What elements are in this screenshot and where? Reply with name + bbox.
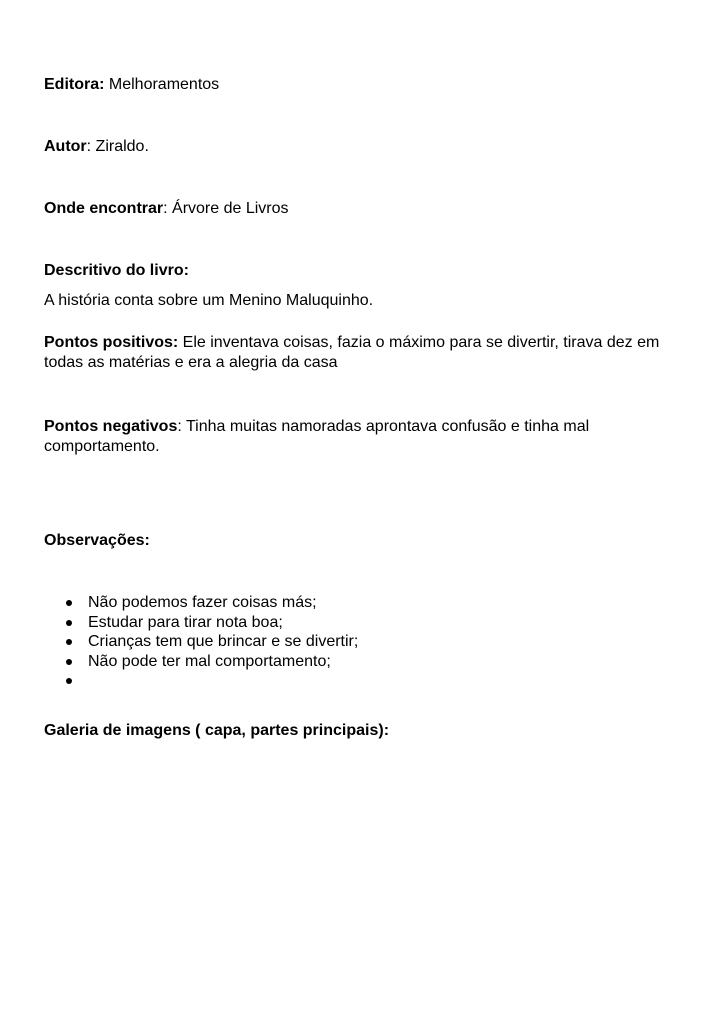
author-value: : Ziraldo. xyxy=(86,138,149,155)
list-item: Crianças tem que brincar e se divertir; xyxy=(62,632,358,652)
list-item xyxy=(62,671,358,691)
description-heading: Descritivo do livro: xyxy=(44,262,189,279)
list-item: Estudar para tirar nota boa; xyxy=(62,613,358,633)
bullet-icon xyxy=(66,659,72,665)
publisher-value: Melhoramentos xyxy=(104,76,220,93)
negatives-paragraph xyxy=(44,417,684,457)
positives-paragraph xyxy=(44,333,684,373)
list-item: Não pode ter mal comportamento; xyxy=(62,652,358,672)
gallery-heading: Galeria de imagens ( capa, partes principais): xyxy=(44,722,390,739)
positives-text: Ele inventava coisas, fazia o máximo para se divertir, tirava dez em todas as matérias e era a alegria da casa xyxy=(44,334,660,371)
list-item: Não podemos fazer coisas más; xyxy=(62,593,358,613)
bullet-icon xyxy=(66,600,72,606)
observations-heading: Observações: xyxy=(44,532,150,549)
description-text: A história conta sobre um Menino Maluquinho. xyxy=(44,292,374,309)
where-to-find-value: : Árvore de Livros xyxy=(163,200,289,217)
author-label: Autor xyxy=(44,138,87,155)
bullet-icon xyxy=(66,639,72,645)
publisher-line xyxy=(44,75,684,95)
negatives-text: : Tinha muitas namoradas aprontava confusão e tinha mal comportamento. xyxy=(44,418,590,455)
observations-list xyxy=(62,593,358,691)
negatives-label: Pontos negativos xyxy=(44,418,178,435)
bullet-icon xyxy=(66,620,72,626)
bullet-icon xyxy=(66,678,72,684)
where-to-find-line xyxy=(44,199,684,219)
where-to-find-label: Onde encontrar xyxy=(44,200,164,217)
author-line xyxy=(44,137,684,157)
publisher-label: Editora: xyxy=(44,76,105,93)
positives-label: Pontos positivos: xyxy=(44,334,179,351)
